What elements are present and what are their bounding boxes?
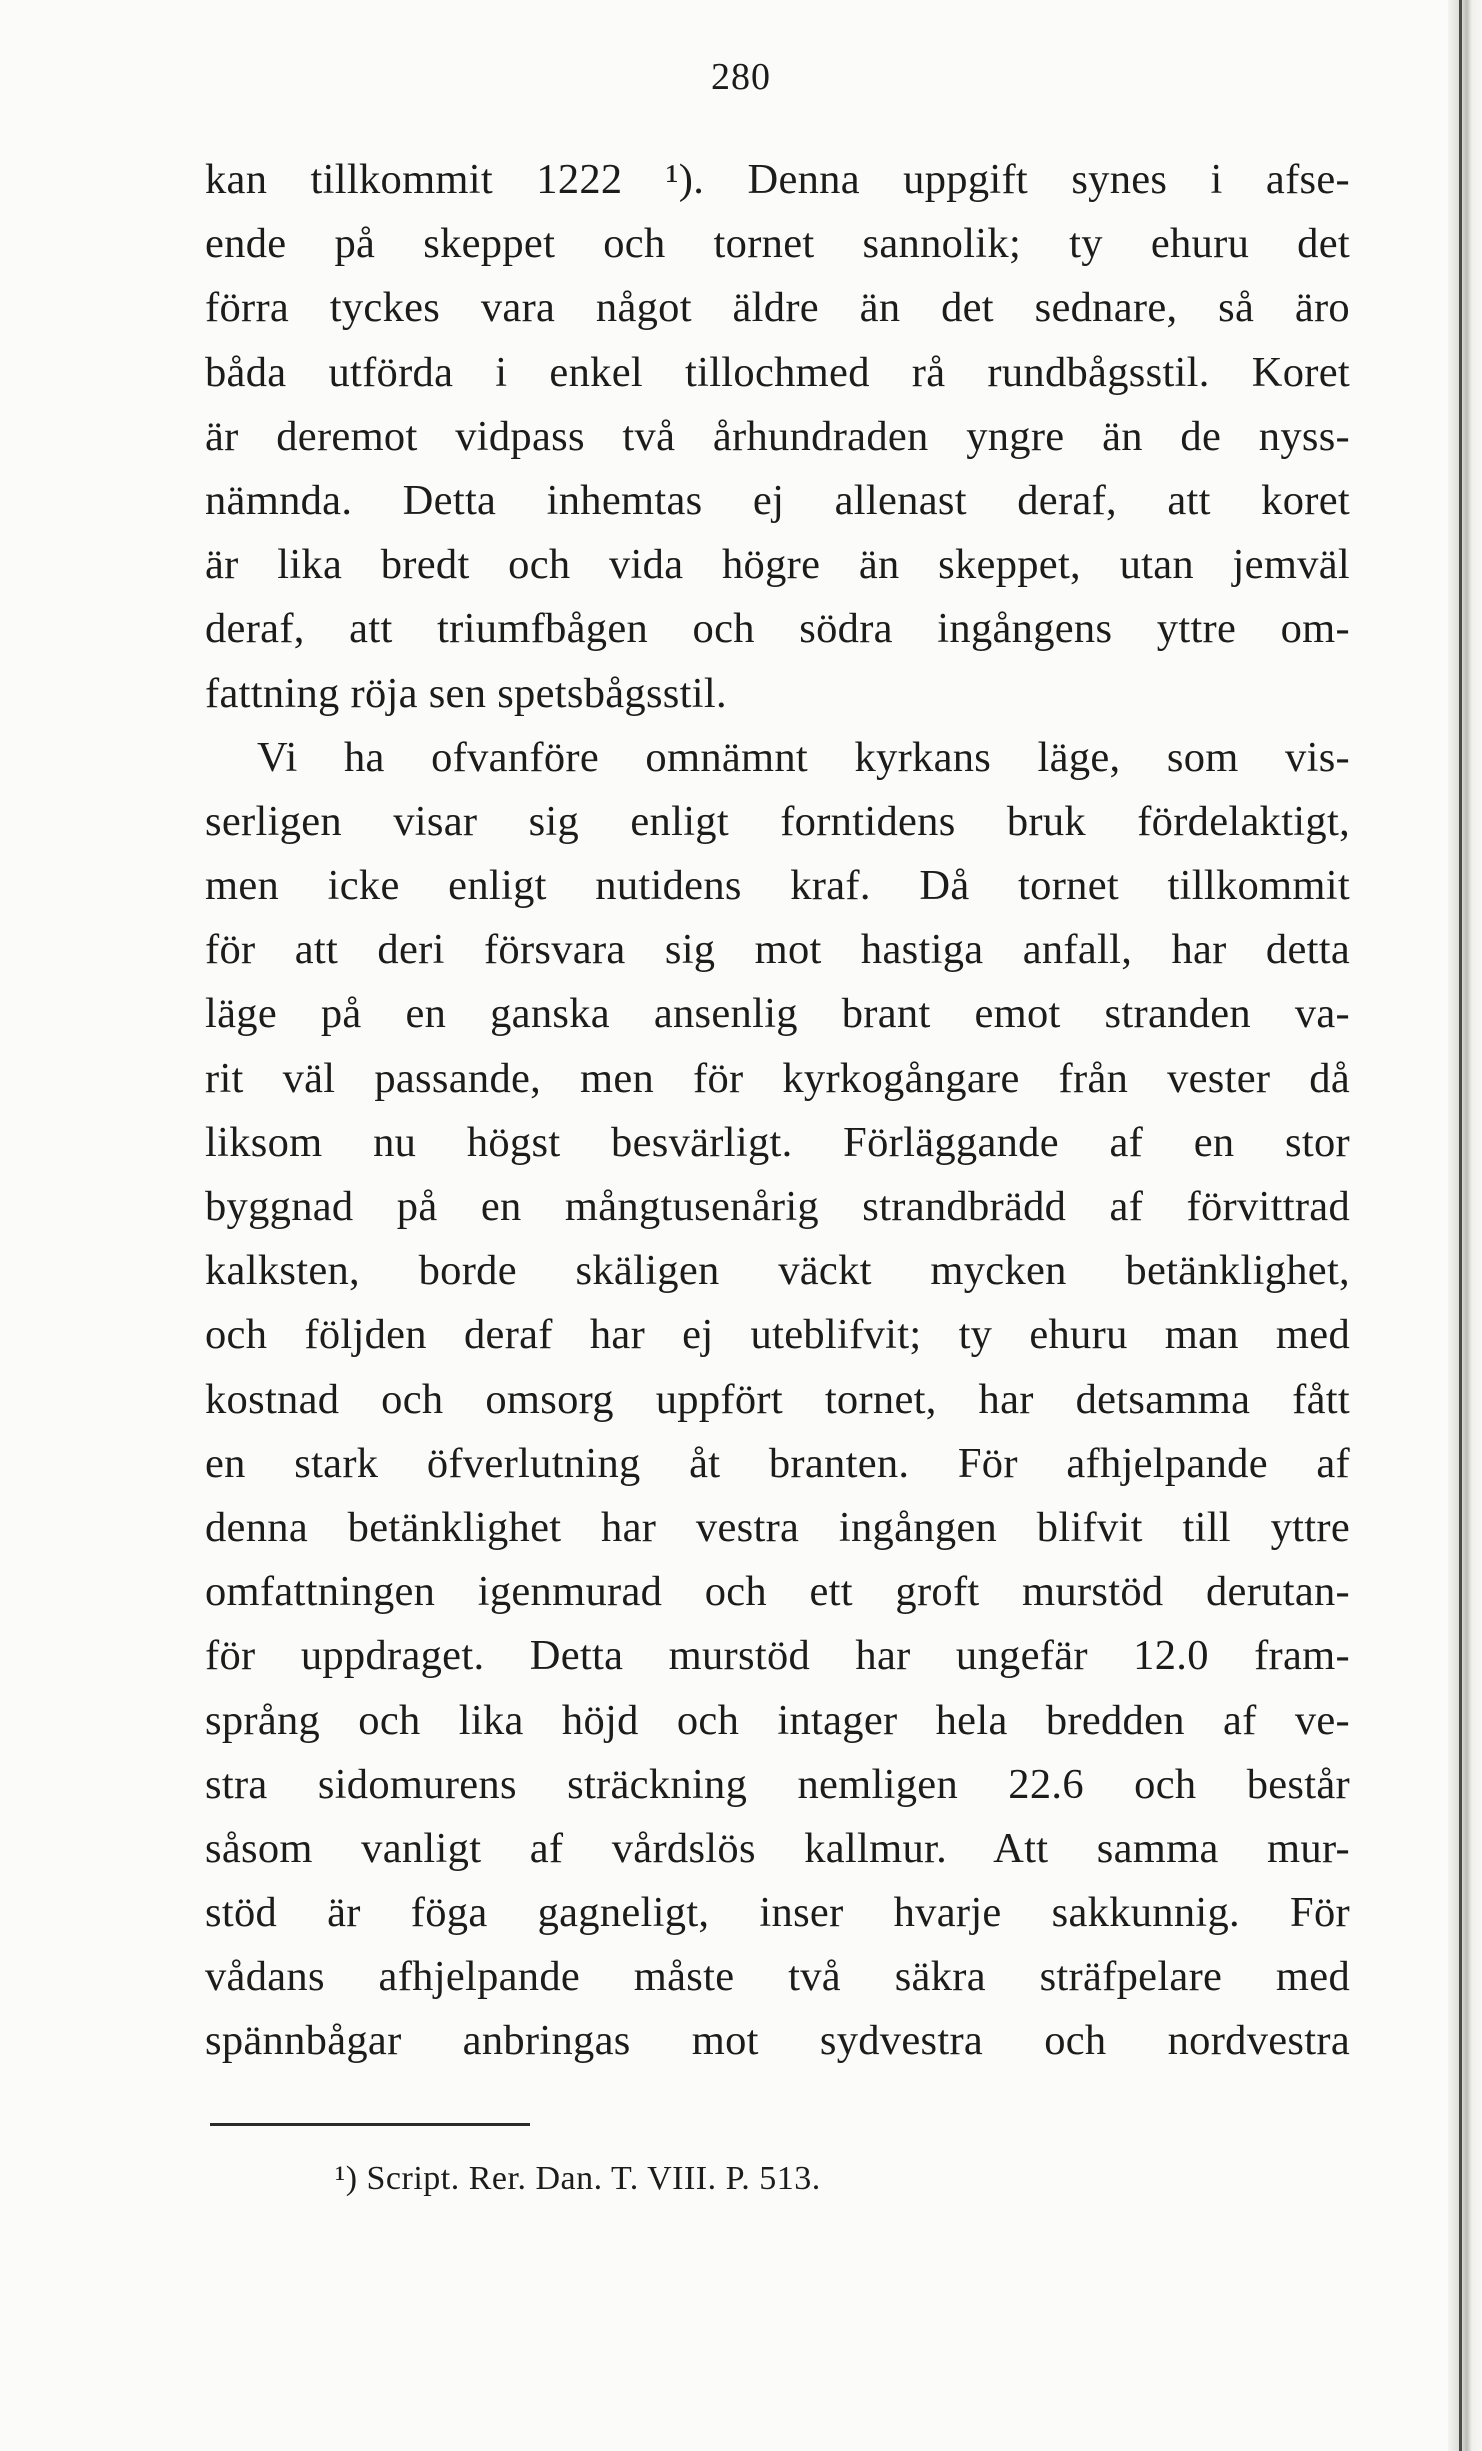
text-line: för uppdraget. Detta murstöd har ungefär 12.0 fram- <box>205 1632 1350 1680</box>
text-line: byggnad på en mångtusenårig strandbrädd af förvittrad <box>205 1183 1350 1230</box>
text-line: läge på en ganska ansenlig brant emot stranden va- <box>205 990 1350 1038</box>
text-line: liksom nu högst besvärligt. Förläggande af en stor <box>205 1118 1350 1166</box>
text-line: är lika bredt och vida högre än skeppet, utan jemväl <box>205 541 1350 589</box>
text-line: ende på skeppet och tornet sannolik; ty ehuru det <box>205 220 1350 268</box>
footnote: ¹) Script. Rer. Dan. T. VIII. P. 513. <box>335 2160 821 2197</box>
text-line: kan tillkommit 1222 ¹). Denna uppgift synes i afse- <box>205 156 1350 203</box>
text-line: serligen visar sig enligt forntidens bruk fördelaktigt, <box>205 797 1350 845</box>
text-line: men icke enligt nutidens kraf. Då tornet tillkommit <box>205 862 1350 910</box>
text-line: såsom vanligt af vårdslös kallmur. Att samma mur- <box>205 1824 1350 1872</box>
text-line: rit väl passande, men för kyrkogångare från vester då <box>205 1054 1350 1102</box>
text-line: stra sidomurens sträckning nemligen 22.6 och består <box>205 1760 1350 1808</box>
text-line: språng och lika höjd och intager hela bredden af ve- <box>205 1696 1350 1744</box>
page-edge-line <box>1459 0 1462 2451</box>
text-line: en stark öfverlutning åt branten. För afhjelpande af <box>205 1439 1350 1487</box>
text-line: deraf, att triumfbågen och södra ingångens yttre om- <box>205 605 1350 653</box>
footnote-divider <box>210 2123 530 2126</box>
text-line: är deremot vidpass två århundraden yngre än de nyss- <box>205 412 1350 460</box>
text-line: för att deri försvara sig mot hastiga anfall, har detta <box>205 926 1350 974</box>
text-line: kalksten, borde skäligen väckt mycken betänklighet, <box>205 1247 1350 1295</box>
text-line: omfattningen igenmurad och ett groft murstöd derutan- <box>205 1568 1350 1616</box>
text-line: och följden deraf har ej uteblifvit; ty ehuru man med <box>205 1311 1350 1359</box>
page-edge-shadow <box>1448 0 1482 2451</box>
body-text <box>205 148 1350 2074</box>
text-line: stöd är föga gagneligt, inser hvarje sakkunnig. För <box>205 1889 1350 1937</box>
text-line: kostnad och omsorg uppfört tornet, har detsamma fått <box>205 1375 1350 1423</box>
text-line: Vi ha ofvanföre omnämnt kyrkans läge, som vis- <box>257 733 1350 781</box>
text-line: nämnda. Detta inhemtas ej allenast deraf, att koret <box>205 476 1350 524</box>
text-line: denna betänklighet har vestra ingången blifvit till yttre <box>205 1503 1350 1551</box>
text-line: båda utförda i enkel tillochmed rå rundbågsstil. Koret <box>205 348 1350 396</box>
page-number: 280 <box>711 56 771 98</box>
text-line: förra tyckes vara något äldre än det sednare, så äro <box>205 284 1350 332</box>
text-line: fattning röja sen spetsbågsstil. <box>205 669 727 717</box>
text-line: vådans afhjelpande måste två säkra sträfpelare med <box>205 1953 1350 2001</box>
text-line: spännbågar anbringas mot sydvestra och nordvestra <box>205 2017 1350 2065</box>
